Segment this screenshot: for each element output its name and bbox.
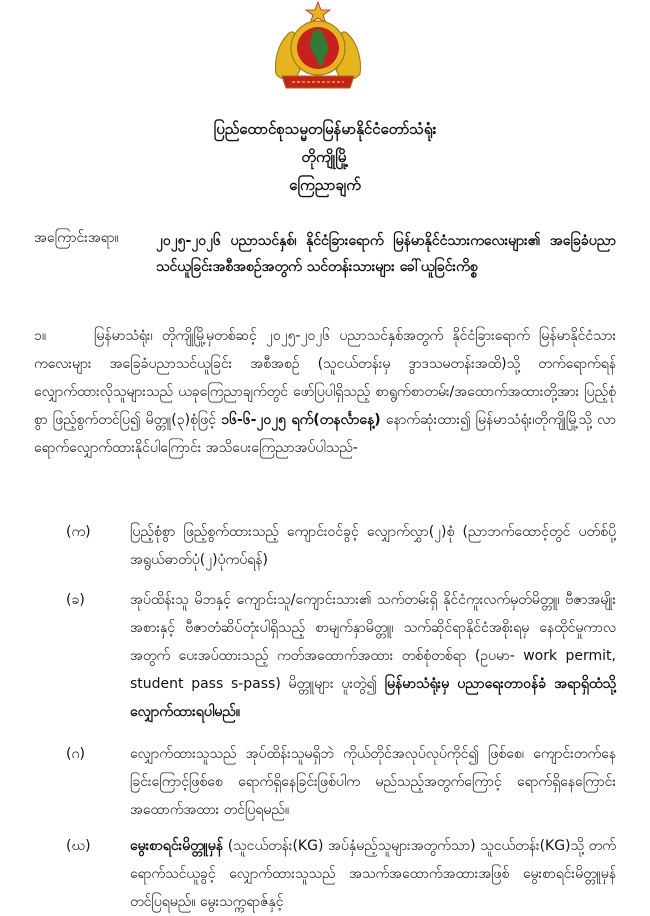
para-1-text-b: နောက်ဆုံးထား၍ မြန်မာသံရုံး၊တိုကျိုမြို့သို့ လာရောက်လျှောက်ထားနိုင်ပါကြောင်း အသိပေးကြေညာအပ်ပါသည်- [34,412,617,456]
embassy-name: ပြည်ထောင်စုသမ္မတမြန်မာနိုင်ငံတော်သံရုံး [213,120,437,138]
item-ka-text: ပြည့်စုံစွာ ဖြည့်စွက်ထားသည့် ကျောင်းဝင်ခွင့် လျှောက်လွှာ(၂)စုံ (ညာဘက်ထောင့်တွင် ပတ်စ်ပို့အရွယ်ဓာတ်ပုံ(၂)ပုံကပ်ရန်) [130,524,616,568]
seal-star-icon [306,2,330,23]
item-kha-bold-text: မြန်မာသံရုံးမှ ပညာရေးတာဝန်ခံ အရာရှိထံသို့ လျှောက်ထားရပါမည်။ [130,676,616,720]
city-name: တိုကျိုမြို့ [301,148,349,166]
para-1-deadline: ၁၆-၆-၂၀၂၅ ရက်(တနင်္လာနေ့) [221,412,381,428]
state-seal-emblem [268,0,368,92]
item-gha-bold-lead: မွေးစာရင်းမိတ္တူမှန် [130,838,224,854]
item-ga-text: လျှောက်ထားသူသည် အုပ်ထိန်းသူမရှိဘဲ ကိုယ်တိုင်အလုပ်လုပ်ကိုင်၍ ဖြစ်စေ၊ ကျောင်းတက်နေခြင်းကြောင့်ဖြစ်စေ ရောက်ရှိနေခြင်းဖြစ်ပါက မည်သည့်အတွက်ကြောင့် ရောက်ရှိနေကြောင်း အထောက်အထား တင်ပြရမည်။ [130,746,616,818]
para-1-body [34,322,616,462]
para-1-text-a: မြန်မာသံရုံး၊ တိုကျိုမြို့မှတစ်ဆင့် ၂၀၂၅-၂၀၂၆ ပညာသင်နှစ်အတွက် နိုင်ငံခြားရောက် မြန်မာနိုင်ငံသားကလေးများ အခြေခံပညာသင်ယူခြင်း အစီအစဉ် (သူငယ်တန်းမှ ဒွာဒသမတန်းအထိ)သို့ တက်ရောက်ရန် လျှောက်ထားလိုသူများသည် ယခုကြေညာချက်တွင် ဖော်ပြပါရှိသည့် စာရွက်စာတမ်း/အထောက်အထားတို့အား ပြည့်စုံစွာ ဖြည့်စွက်တင်ပြ၍ မိတ္တူ(၃)စုံဖြင့် [34,328,616,428]
para-1-number: ၁။ [34,328,47,344]
item-ga-number: (ဂ) [66,746,85,762]
subject-text: ၂၀၂၅-၂၀၂၆ ပညာသင်နှစ်၊ နိုင်ငံခြားရောက် မြန်မာနိုင်ငံသားကလေးများ၏ အခြေခံပညာသင်ယူခြင်းအစီအစဉ်အတွက် သင်တန်းသားများ ခေါ်ယူခြင်းကိစ္စ [156,233,616,275]
item-gha-text: (သူငယ်တန်း(KG) အပ်နှံမည့်သူများအတွက်သာ) သူငယ်တန်း(KG)သို့ တက်ရောက်သင်ယူခွင့် လျှောက်ထားသူသည် အသက်အထောက်အထားအဖြစ် မွေးစာရင်းမိတ္တူမှန် တင်ပြရမည်။ မွေးသက္ကရာဇ်နှင့် [130,838,617,910]
subject-label: အကြောင်းအရာ။ [34,230,119,246]
item-gha-body [130,832,616,916]
item-kha-body [130,586,616,726]
item-ka-number: (က) [66,524,91,540]
announcement-title: ကြေညာချက် [289,176,361,194]
item-kha-text: အုပ်ထိန်းသူ မိဘနှင့် ကျောင်းသူ/ကျောင်းသား၏ သက်တမ်းရှိ နိုင်ငံကူးလက်မှတ်မိတ္တူ၊ ဗီဇာအမျိုးအစားနှင့် ဗီဇာတံဆိပ်တုံးပါရှိသည့် စာမျက်နှာမိတ္တူ၊ သက်ဆိုင်ရာနိုင်ငံအစိုးရမှ နေထိုင်မှုကာလအတွက် ပေးအပ်ထားသည့် ကတ်အထောက်အထား တစ်စုံတစ်ရာ (ဥပမာ- work permit, student pass s-pass) မိတ္တူများ ပူးတွဲ၍ [130,592,616,692]
item-gha-number: (ဃ) [66,838,91,854]
item-kha-number: (ခ) [66,592,85,608]
